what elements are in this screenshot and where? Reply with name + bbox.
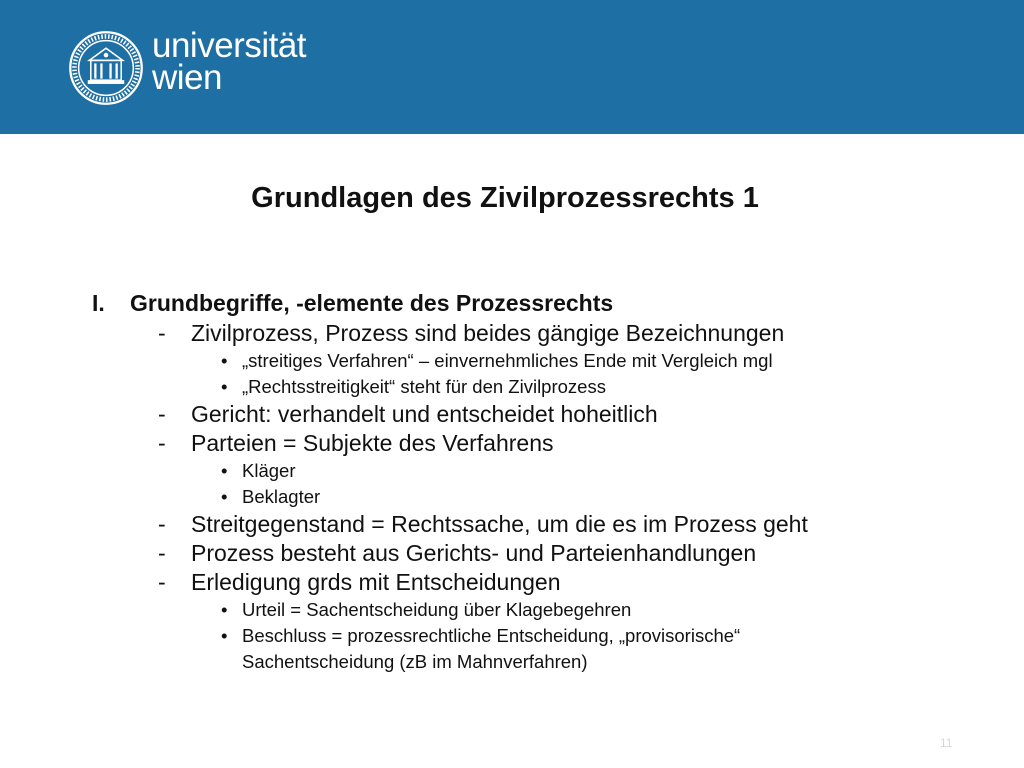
section-number: I. [92,290,105,316]
dash-marker: - [158,540,166,566]
bullet-marker: • [221,376,228,397]
bullet-continuation: Sachentscheidung (zB im Mahnverfahren) [242,651,588,672]
item-text: Streitgegenstand = Rechtssache, um die es im Prozess geht [191,511,808,537]
item-text: Erledigung grds mit Entscheidungen [191,569,561,595]
item-text: Gericht: verhandelt und entscheidet hoheitlich [191,401,658,427]
header-bar [0,0,1024,134]
item-text: Beklagter [242,486,321,507]
dash-marker: - [158,511,166,537]
dash-marker: - [158,401,166,427]
brand-line-2: wien [152,58,222,97]
dash-item [92,429,992,458]
bullet-marker: • [221,486,228,507]
bullet-item [92,597,992,623]
dash-item [92,568,992,597]
bullet-item [92,458,992,484]
bullet-marker: • [221,460,228,481]
bullet-item [92,484,992,510]
bullet-marker: • [221,599,228,620]
dash-item [92,319,992,348]
section-heading [92,287,992,319]
item-text: Urteil = Sachentscheidung über Klagebegehren [242,599,632,620]
item-text: Zivilprozess, Prozess sind beides gängige Bezeichnungen [191,320,785,346]
dash-marker: - [158,320,166,346]
bullet-item [92,374,992,400]
item-text: „streitiges Verfahren“ – einvernehmliches Ende mit Vergleich mgl [242,350,773,371]
page-number: 11 [940,736,953,750]
university-wordmark [152,26,307,97]
dash-item [92,510,992,539]
slide-title: Grundlagen des Zivilprozessrechts 1 [251,182,759,214]
bullet-item [92,623,992,649]
item-text: Beschluss = prozessrechtliche Entscheidung, „provisorische“ [242,625,741,646]
item-text: Prozess besteht aus Gerichts- und Parteienhandlungen [191,540,757,566]
dash-marker: - [158,569,166,595]
bullet-marker: • [221,350,228,371]
brand-line-1: universität [152,26,307,65]
item-text: Kläger [242,460,296,481]
dash-marker: - [158,430,166,456]
slide-content [92,287,992,675]
section-title: Grundbegriffe, -elemente des Prozessrechts [130,290,614,316]
dash-item [92,539,992,568]
item-text: Parteien = Subjekte des Verfahrens [191,430,554,456]
dash-item [92,400,992,429]
university-seal-icon [68,30,144,106]
bullet-item [92,348,992,374]
item-text: „Rechtsstreitigkeit“ steht für den Zivilprozess [242,376,606,397]
bullet-marker: • [221,625,228,646]
